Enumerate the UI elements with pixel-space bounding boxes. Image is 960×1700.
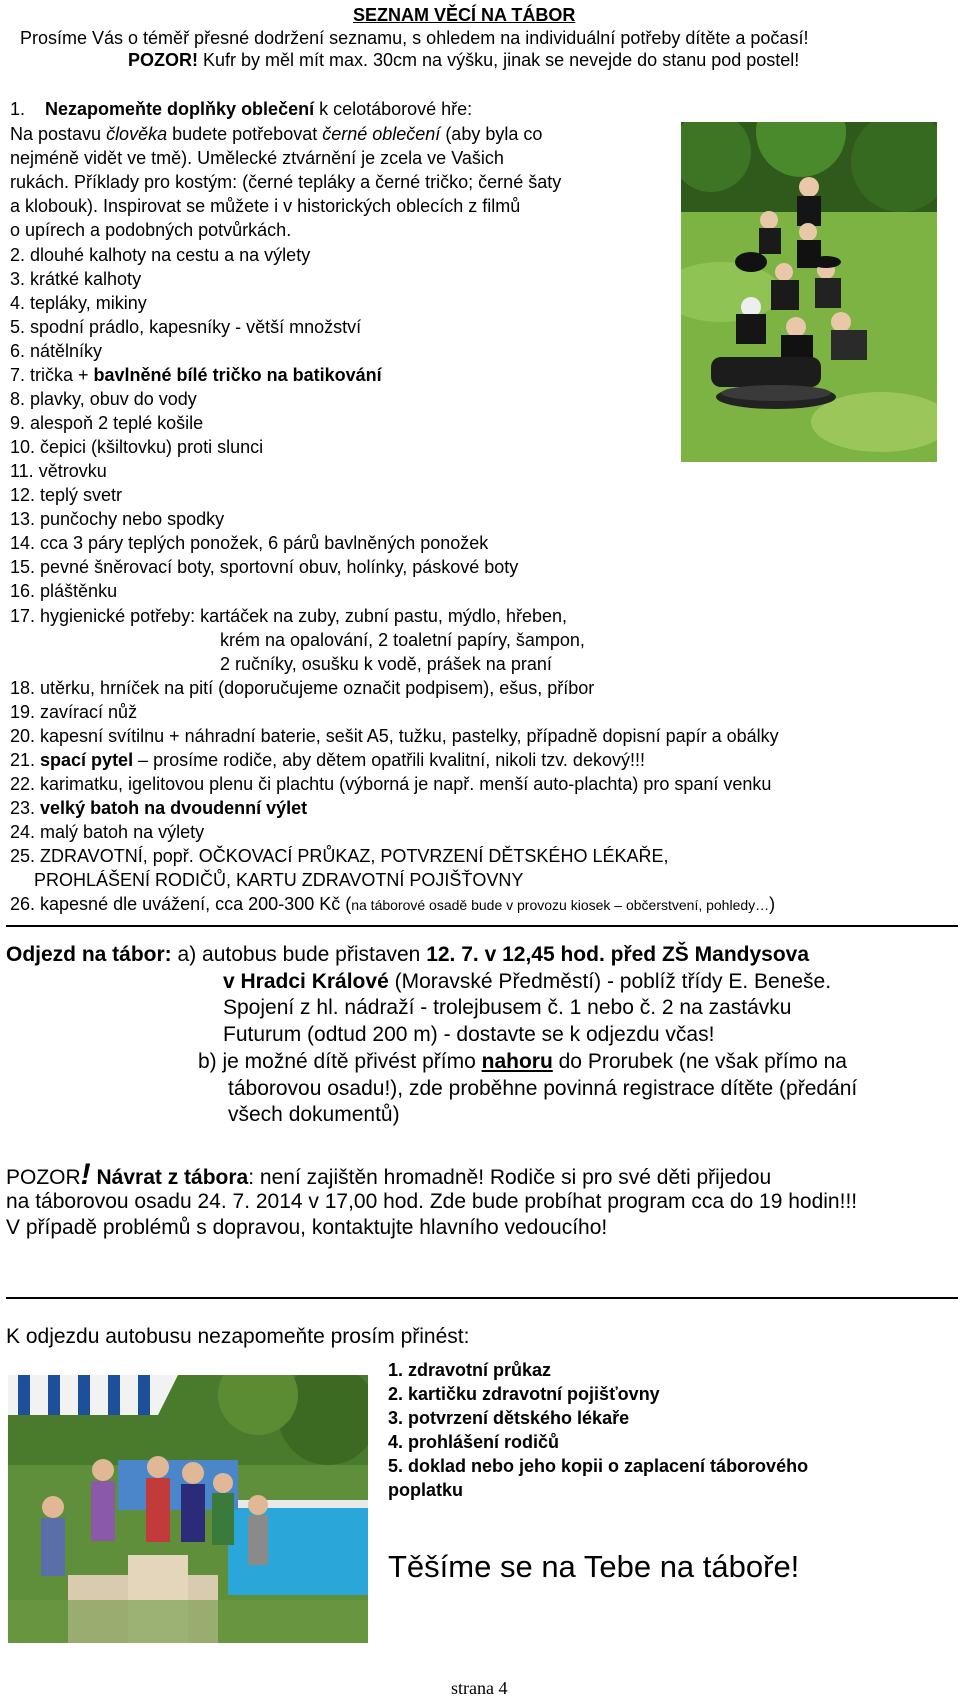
text-bold-underlined: nahoru: [481, 1050, 553, 1073]
closing-text: Těšíme se na Tebe na táboře!: [388, 1549, 800, 1584]
list-item: 20. kapesní svítilnu + náhradní baterie, sešit A5, tužku, pastelky, případně dopisní papír a obálky: [10, 726, 779, 746]
list-item: 14. cca 3 páry teplých ponožek, 6 párů bavlněných ponožek: [10, 533, 489, 553]
text: 23.: [10, 798, 41, 818]
list-item: [10, 365, 382, 385]
item-1-rest: k celotáborové hře:: [314, 99, 473, 119]
departure-line-4: Futurum (odtud 200 m) - dostavte se k odjezdu včas!: [223, 1023, 715, 1046]
list-item-continuation: krém na opalování, 2 toaletní papíry, šampon,: [220, 630, 585, 650]
text-bold: 12. 7. v 12,45 hod. před ZŠ Mandysova: [426, 943, 810, 966]
text: do Prorubek (ne však přímo na: [552, 1050, 847, 1073]
divider: [6, 1297, 958, 1299]
text: 26. kapesné dle uvážení, cca 200-300 Kč (: [10, 894, 352, 914]
text-italic: člověka: [106, 124, 168, 144]
podium-image: [8, 1375, 368, 1643]
list-item: 22. karimatku, igelitovou plenu či plachtu (výborná je např. menší auto-plachta) pro spaní venku: [10, 774, 772, 794]
list-item: 16. pláštěnku: [10, 581, 118, 601]
departure-line-7: všech dokumentů): [228, 1103, 400, 1126]
departure-label: Odjezd na tábor:: [6, 943, 172, 966]
list-item: 4. tepláky, mikiny: [10, 293, 147, 313]
return-line-1: [6, 1158, 772, 1191]
item-1-line-3: nejméně vidět ve tmě). Umělecké ztvárnění je zcela ve Vašich: [10, 148, 504, 168]
item-1-line-5: a klobouk). Inspirovat se můžete i v historických oblecích z filmů: [10, 196, 521, 216]
return-line-3: V případě problémů s dopravou, kontaktujte hlavního vedoucího!: [6, 1216, 608, 1239]
return-line-2: na táborovou osadu 24. 7. 2014 v 17,00 hod. Zde bude probíhat program cca do 19 hodin!!!: [6, 1190, 858, 1213]
list-item: [10, 750, 645, 770]
text: 7. trička +: [10, 365, 94, 385]
list-item: 25. ZDRAVOTNÍ, popř. OČKOVACÍ PRŮKAZ, POTVRZENÍ DĚTSKÉHO LÉKAŘE,: [10, 846, 669, 866]
item-1-line-6: o upírech a podobných potvůrkách.: [10, 220, 292, 240]
text-bold: bavlněné bílé tričko na batikování: [93, 365, 382, 385]
text-italic: černé oblečení: [322, 124, 441, 144]
list-item: 24. malý batoh na výlety: [10, 822, 205, 842]
bring-item: 2. kartičku zdravotní pojišťovny: [388, 1384, 660, 1404]
text: : není zajištěn hromadně! Rodiče si pro své děti přijedou: [248, 1166, 772, 1189]
text-bold: Návrat z tábora: [90, 1166, 249, 1189]
podium-photo: [8, 1375, 368, 1643]
item-1-line-4: rukách. Příklady pro kostým: (černé tepláky a černé tričko; černé šaty: [10, 172, 562, 192]
item-1-bold: Nezapomeňte doplňky oblečení: [45, 99, 315, 119]
list-item: 15. pevné šněrovací boty, sportovní obuv, holínky, páskové boty: [10, 557, 519, 577]
list-item: 10. čepici (kšiltovku) proti slunci: [10, 437, 264, 457]
list-item: 2. dlouhé kalhoty na cestu a na výlety: [10, 245, 311, 265]
exclamation: !: [80, 1158, 91, 1191]
costume-group-image: [681, 122, 937, 462]
list-item: 9. alespoň 2 teplé košile: [10, 413, 204, 433]
list-item: 3. krátké kalhoty: [10, 269, 142, 289]
text: POZOR: [6, 1166, 81, 1189]
text: b) je možné dítě přivést přímo: [198, 1050, 482, 1073]
list-item: 8. plavky, obuv do vody: [10, 389, 197, 409]
list-item: 13. punčochy nebo spodky: [10, 509, 225, 529]
text: ): [769, 894, 776, 914]
list-item: 11. větrovku: [10, 461, 107, 481]
departure-line-5: [198, 1050, 847, 1074]
text-bold: velký batoh na dvoudenní výlet: [40, 798, 308, 818]
costume-group-photo: [681, 122, 937, 462]
bring-item-continuation: poplatku: [388, 1480, 463, 1500]
item-1-title: [10, 99, 472, 119]
list-item: 19. zavírací nůž: [10, 702, 138, 722]
list-item-continuation: PROHLÁŠENÍ RODIČŮ, KARTU ZDRAVOTNÍ POJIŠŤOVNY: [34, 870, 524, 890]
text: Na postavu: [10, 124, 107, 144]
item-1-line-2: [10, 124, 542, 144]
list-item: 18. utěrku, hrníček na pití (doporučujeme označit podpisem), ešus, příbor: [10, 678, 595, 698]
text: (aby byla co: [440, 124, 543, 144]
list-item: 17. hygienické potřeby: kartáček na zuby, zubní pastu, mýdlo, hřeben,: [10, 606, 567, 626]
item-1-number: 1.: [10, 99, 26, 119]
list-item: [10, 798, 307, 818]
text-bold: v Hradci Králové: [223, 970, 389, 993]
departure-line-2: [223, 970, 831, 994]
departure-line-3: Spojení z hl. nádraží - trolejbusem č. 1 nebo č. 2 na zastávku: [223, 996, 792, 1019]
text: 21.: [10, 750, 41, 770]
intro-text: Prosíme Vás o téměř přesné dodržení seznamu, s ohledem na individuální potřeby dítěte a počasí!: [20, 28, 809, 48]
text: budete potřebovat: [167, 124, 323, 144]
departure-line-6: táborovou osadu!), zde proběhne povinná registrace dítěte (předání: [228, 1077, 858, 1100]
bring-item: 4. prohlášení rodičů: [388, 1432, 560, 1452]
departure-line-1: [6, 943, 809, 967]
pozor-label: POZOR!: [128, 50, 198, 70]
text: a) autobus bude přistaven: [171, 943, 427, 966]
list-item: [10, 894, 775, 915]
list-item: 6. nátělníky: [10, 341, 103, 361]
text: (Moravské Předměstí) - poblíž třídy E. Beneše.: [388, 970, 832, 993]
bring-heading: K odjezdu autobusu nezapomeňte prosím přinést:: [6, 1325, 470, 1348]
page-number: strana 4: [451, 1678, 508, 1698]
bring-item: 3. potvrzení dětského lékaře: [388, 1408, 630, 1428]
text-small: na táborové osadě bude v provozu kiosek – občerstvení, pohledy…: [351, 897, 770, 913]
divider: [6, 925, 958, 927]
pozor-text: Kufr by měl mít max. 30cm na výšku, jinak se nevejde do stanu pod postel!: [198, 50, 800, 70]
pozor-note: [128, 50, 799, 70]
bring-item: 1. zdravotní průkaz: [388, 1360, 552, 1380]
text: – prosíme rodiče, aby dětem opatřili kvalitní, nikoli tzv. dekový!!!: [133, 750, 645, 770]
list-item: 5. spodní prádlo, kapesníky - větší množství: [10, 317, 362, 337]
list-item: 12. teplý svetr: [10, 485, 123, 505]
bring-item: 5. doklad nebo jeho kopii o zaplacení táborového: [388, 1456, 809, 1476]
page-title: SEZNAM VĚCÍ NA TÁBOR: [353, 5, 576, 25]
list-item-continuation: 2 ručníky, osušku k vodě, prášek na praní: [220, 654, 552, 674]
text-bold: spací pytel: [40, 750, 134, 770]
